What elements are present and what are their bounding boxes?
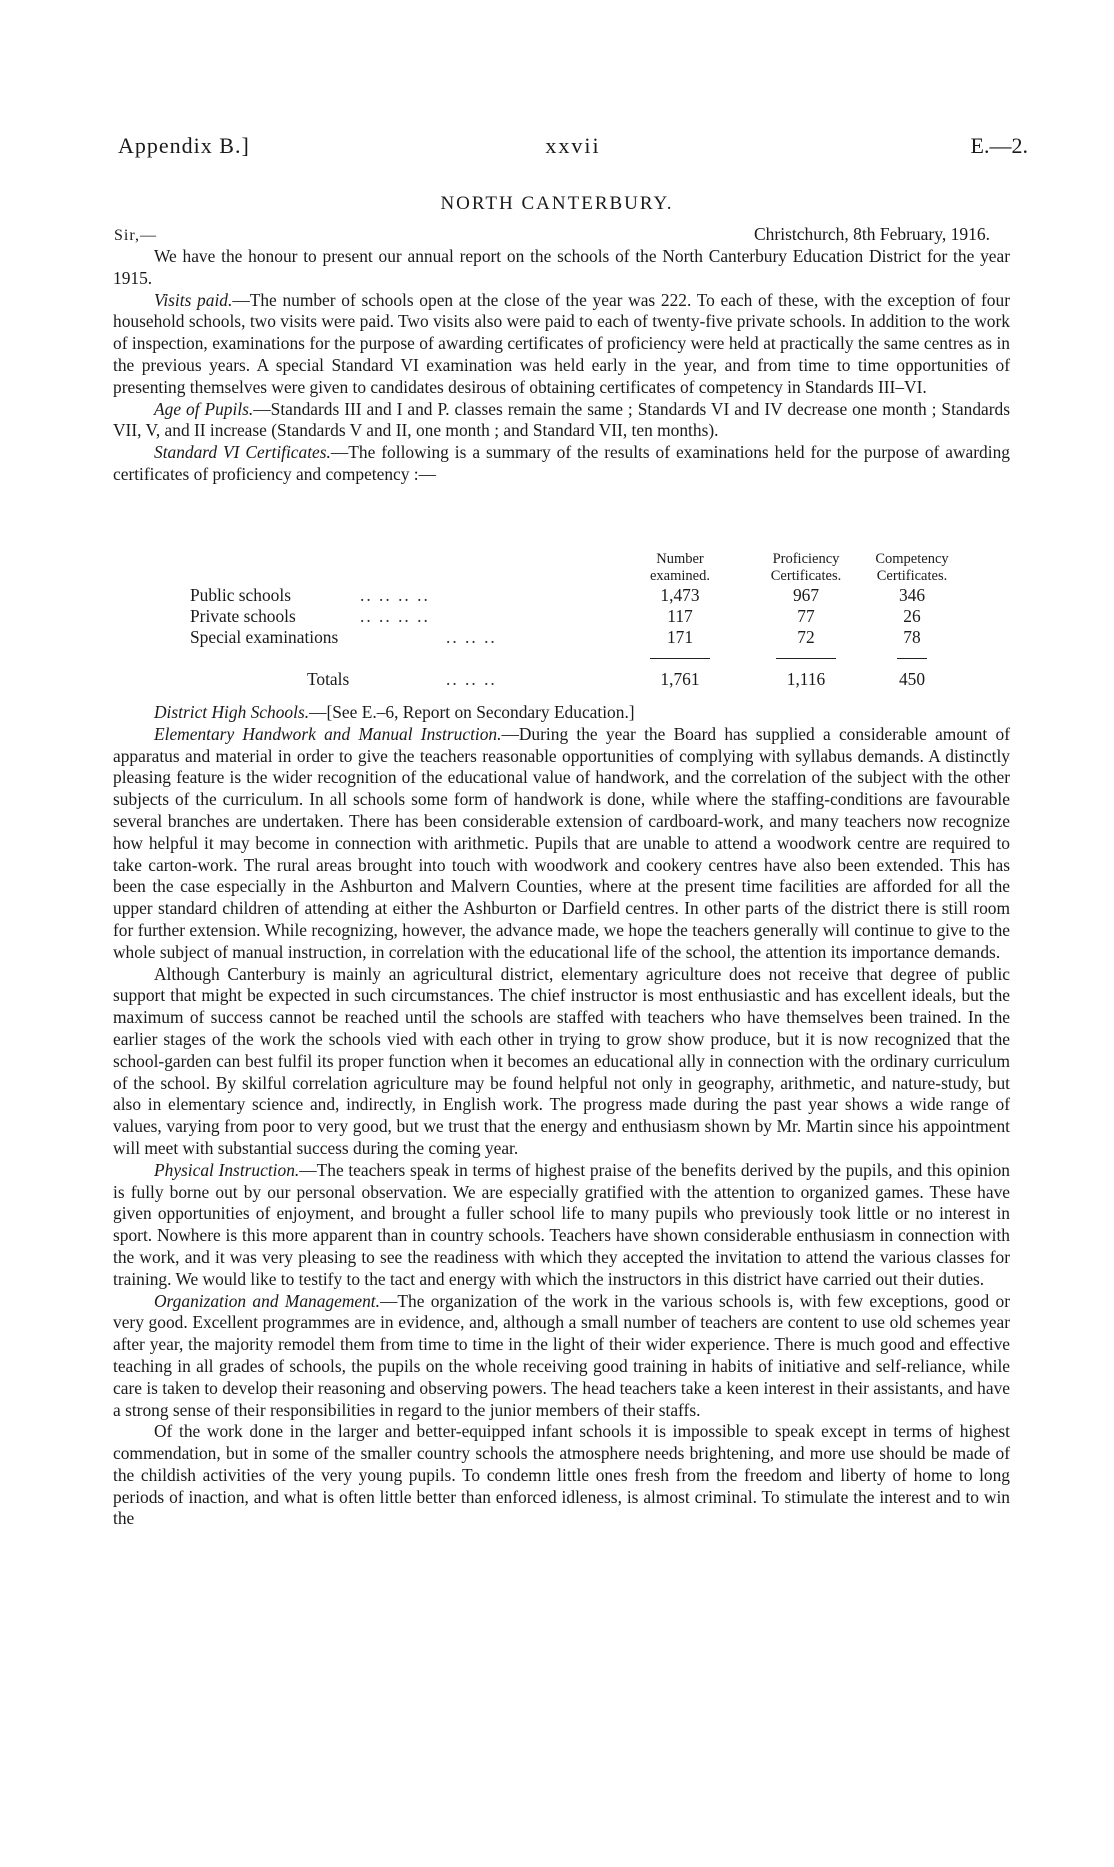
page-number: xxvii — [545, 133, 601, 158]
certificates-table — [190, 551, 962, 690]
col-examined-header: Number examined. — [650, 551, 710, 584]
district-paragraph: District High Schools.—[See E.–6, Report on Secondary Education.] — [154, 702, 635, 722]
section-heading: Organization and Management. — [154, 1290, 380, 1311]
page-header — [118, 133, 1028, 163]
table-row: Private schools .. .. .. .. 117 77 26 — [190, 606, 921, 626]
section-heading: Standard VI Certificates. — [154, 442, 331, 463]
report-body-top — [113, 246, 1010, 486]
table-row: Public schools .. .. .. .. 1,473 967 346 — [190, 585, 926, 605]
table-row: Special examinations .. .. .. 171 72 78 — [190, 627, 921, 647]
handwork-paragraph: Elementary Handwork and Manual Instruction.—During the year the Board has supplied a considerable amount of apparatus and material in order to give the teachers reasonable opportunities of complying with syllabus demands. A distinctly pleasing feature is the wider recognition of the educational value of handwork, and the correlation of the subject with the other subjects of the curriculum. In all schools some form of handwork is done, while where the staffing-conditions are favourable several branches are undertaken. There has been considerable extension of cardboard-work, and many teachers now recognize how helpful it may become in connection with arithmetic. Pupils that are unable to attend a woodwork centre are required to take carton-work. The rural areas brought into touch with woodwork and cookery centres have also been extended. This has been the case especially in the Ashburton and Malvern Counties, where at the present time facilities are afforded for all the upper standard children of attending at either the Ashburton or Darfield centres. In other parts of the district there is still room for further extension. While recognizing, however, the advance made, we hope the teachers generally will continue to give to the whole subject of manual instruction, in correlation with the educational life of the school, the attention its importance demands. — [113, 723, 1010, 962]
sum-rule — [776, 658, 836, 659]
visits-paragraph: Visits paid.—The number of schools open at the close of the year was 222. To each of these, with the exception of four household schools, two visits were paid. Two visits also were paid to each of twenty-five private schools. In addition to the work of inspection, examinations for the purpose of awarding certificates of proficiency were held at practically the same centres as in the previous years. A special Standard VI examination was held early in the year, and from time to time opportunities of presenting themselves were given to candidates desirous of obtaining certificates of competency in Standards III–VI. — [113, 289, 1010, 397]
appendix-label: Appendix B.] — [118, 133, 250, 158]
certificates-paragraph: Standard VI Certificates.—The following is a summary of the results of examinations held for the purpose of awarding certificates of proficiency and competency :— — [113, 442, 1010, 484]
salutation: Sir,— — [114, 227, 158, 244]
report-body-bottom — [113, 702, 1010, 1530]
section-heading: Visits paid. — [154, 289, 233, 310]
section-heading: District High Schools. — [154, 702, 310, 722]
infant-paragraph: Of the work done in the larger and better-equipped infant schools it is impossible to speak except in terms of highest commendation, but in some of the smaller country schools the atmosphere needs brightening, and more use should be made of the childish activities of the very young pupils. To condemn little ones fresh from the freedom and liberty of home to long periods of inaction, and what is often little better than enforced idleness, is almost criminal. To stimulate the interest and to win the — [113, 1421, 1010, 1529]
document-code: E.—2. — [970, 133, 1028, 158]
sum-rule — [897, 658, 927, 659]
table-header-row — [190, 551, 962, 585]
col-competency-header: Competency Certificates. — [875, 551, 949, 584]
table-rule-row — [190, 648, 962, 669]
section-heading: Physical Instruction. — [154, 1159, 300, 1180]
report-title: NORTH CANTERBURY. — [440, 193, 674, 214]
physical-paragraph: Physical Instruction.—The teachers speak in terms of highest praise of the benefits derived by the pupils, and this opinion is fully borne out by our personal observation. We are especially gratified with the attention to organized games. These have given opportunities of enjoyment, and brought a fuller school life to many pupils who previously took little or no interest in sport. Nowhere is this more apparent than in country schools. Teachers have shown considerable enthusiasm in connection with the work, and it was very pleasing to see the readiness with which they accepted the invitation to attend the various classes for training. We would like to testify to the tact and energy with which the instructors in this district have carried out their duties. — [113, 1159, 1010, 1289]
section-heading: Age of Pupils. — [154, 398, 254, 419]
col-proficiency-header: Proficiency Certificates. — [770, 551, 842, 584]
organization-paragraph: Organization and Management.—The organization of the work in the various schools is, with few exceptions, good or very good. Excellent programmes are in evidence, and, although a small number of teachers are content to use old schemes year after year, the majority remodel them from time to time in the light of their wider experience. There is much good and effective teaching in all grades of schools, the pupils on the whole receiving good training in habits of initiative and self-reliance, while care is taken to develop their reasoning and observing powers. The head teachers take a keen interest in their assistants, and have a strong sense of their responsibilities in regard to the junior members of their staffs. — [113, 1290, 1010, 1420]
age-paragraph: Age of Pupils.—Standards III and I and P. classes remain the same ; Standards VI and IV decrease one month ; Standards VII, V, and II increase (Standards V and II, one month ; and Standard VII, ten months). — [113, 398, 1010, 441]
section-heading: Elementary Handwork and Manual Instruction. — [154, 723, 502, 744]
agriculture-paragraph: Although Canterbury is mainly an agricultural district, elementary agriculture does not receive that degree of public support that might be expected in such circumstances. The chief instructor is most enthusiastic and has excellent ideals, but the maximum of success cannot be reached until the schools are staffed with teachers who have themselves been trained. In the earlier stages of the work the schools vied with each other in trying to grow show produce, but it is now recognized that the school-garden can best fulfil its proper function when it becomes an educational ally in connection with the ordinary curriculum of the school. By skilful correlation agriculture may be found helpful not only in geography, arithmetic, and nature-study, but also in elementary science and, indirectly, in English work. The progress made during the past year shows a wide range of values, varying from poor to very good, but we trust that the energy and enthusiasm shown by Mr. Martin since his appointment will meet with substantial success during the coming year. — [113, 963, 1010, 1158]
table-totals-row: Totals .. .. .. 1,761 1,116 450 — [307, 669, 926, 689]
intro-paragraph: We have the honour to present our annual report on the schools of the North Canterbury Education District for the year 1915. — [113, 246, 1010, 288]
sum-rule — [650, 658, 710, 659]
dateline: Christchurch, 8th February, 1916. — [753, 224, 990, 244]
